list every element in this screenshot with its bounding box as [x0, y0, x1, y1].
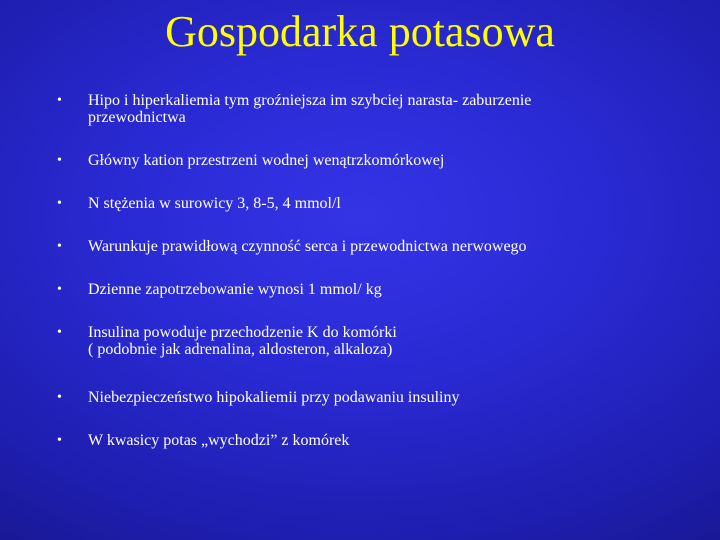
bullet-dot-icon: •: [57, 239, 62, 254]
bullet-text: [88, 92, 648, 126]
bullet-dot-icon: •: [57, 196, 62, 211]
bullet-text: [88, 389, 648, 406]
bullet-line: Niebezpieczeństwo hipokaliemii przy podawaniu insuliny: [88, 389, 460, 406]
bullet-dot-icon: •: [57, 390, 62, 405]
bullet-line: Dzienne zapotrzebowanie wynosi 1 mmol/ kg: [88, 281, 382, 298]
bullet-dot-icon: •: [57, 93, 62, 108]
bullet-line: Hipo i hiperkaliemia tym groźniejsza im szybciej narasta- zaburzenie: [88, 92, 532, 109]
bullet-text: [88, 324, 648, 358]
bullet-line: Warunkuje prawidłową czynność serca i przewodnictwa nerwowego: [88, 238, 527, 255]
bullet-text: [88, 432, 648, 449]
bullet-text: [88, 238, 648, 255]
bullet-line: W kwasicy potas „wychodzi” z komórek: [88, 432, 350, 449]
bullet-line: przewodnictwa: [88, 109, 186, 126]
bullet-dot-icon: •: [57, 282, 62, 297]
bullet-line: Insulina powoduje przechodzenie K do komórki: [88, 324, 397, 341]
slide-title: Gospodarka potasowa: [165, 7, 555, 56]
bullet-line: ( podobnie jak adrenalina, aldosteron, alkaloza): [88, 341, 393, 358]
bullet-text: [88, 195, 648, 212]
bullet-line: N stężenia w surowicy 3, 8-5, 4 mmol/l: [88, 195, 341, 212]
bullet-dot-icon: •: [57, 153, 62, 168]
bullet-dot-icon: •: [57, 433, 62, 448]
bullet-dot-icon: •: [57, 325, 62, 340]
bullet-text: [88, 152, 648, 169]
bullet-line: Główny kation przestrzeni wodnej wenątrzkomórkowej: [88, 152, 445, 169]
bullet-text: [88, 281, 648, 298]
